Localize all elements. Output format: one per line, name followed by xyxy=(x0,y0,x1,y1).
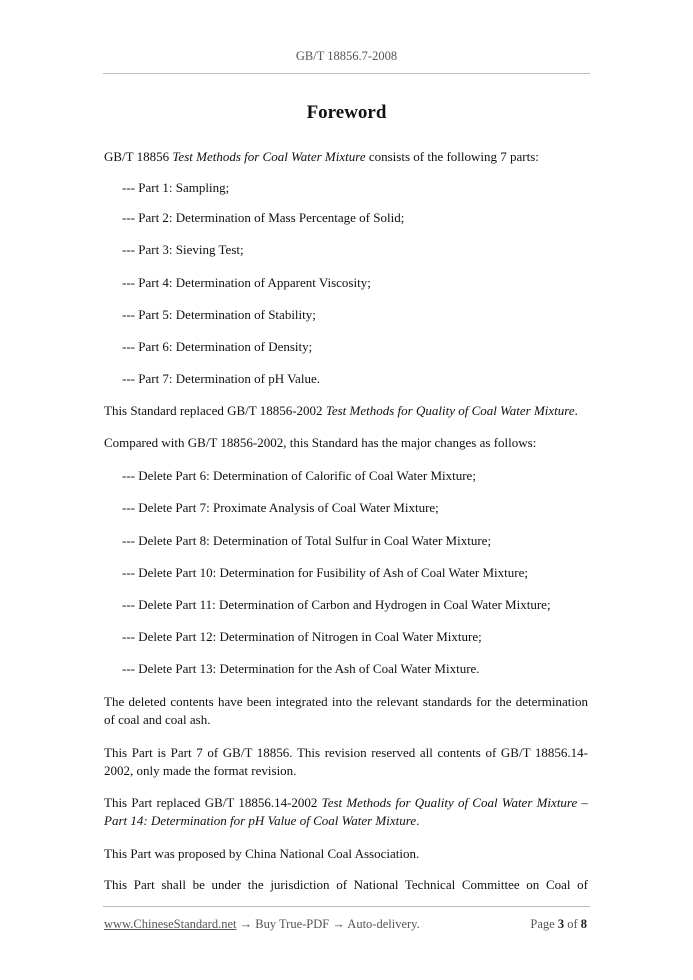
current-page: 3 xyxy=(557,917,565,931)
auto-text: Auto-delivery. xyxy=(344,917,420,931)
list-item: --- Delete Part 11: Determination of Carbon and Hydrogen in Coal Water Mixture; xyxy=(122,597,551,612)
total-pages: 8 xyxy=(580,917,587,931)
page-header: GB/T 18856.7-2008 xyxy=(295,49,398,63)
site-link[interactable]: www.ChineseStandard.net xyxy=(104,917,237,931)
list-item: --- Delete Part 10: Determination for Fusibility of Ash of Coal Water Mixture; xyxy=(122,565,528,580)
replaced-end: . xyxy=(574,403,578,418)
list-item: --- Part 6: Determination of Density; xyxy=(122,339,313,354)
replaced-title: Test Methods for Quality of Coal Water Mixture xyxy=(325,403,575,418)
part-replaced-paragraph xyxy=(104,794,588,830)
intro-text-end: consists of the following 7 parts: xyxy=(365,149,539,164)
list-item: --- Part 3: Sieving Test; xyxy=(122,242,244,257)
replaced-text: This Standard replaced GB/T 18856-2002 xyxy=(104,403,326,418)
part-replaced-text: This Part replaced GB/T 18856.14-2002 xyxy=(104,795,322,810)
list-item: --- Part 5: Determination of Stability; xyxy=(122,307,316,322)
list-item: --- Delete Part 8: Determination of Total Sulfur in Coal Water Mixture; xyxy=(122,533,492,548)
part-replaced-title: Test Methods for Quality of Coal Water Mixture – Part 14: Determination for pH Value of Coal Water Mixture xyxy=(104,795,588,828)
header-rule xyxy=(103,73,590,74)
part7-paragraph: This Part is Part 7 of GB/T 18856. This revision reserved all contents of GB/T 18856.14-2002, only made the format revision. xyxy=(104,745,588,778)
list-item: --- Part 1: Sampling; xyxy=(122,180,230,195)
jurisdiction-paragraph: This Part shall be under the jurisdiction of National Technical Committee on Coal of xyxy=(104,877,588,892)
list-item: --- Delete Part 12: Determination of Nitrogen in Coal Water Mixture; xyxy=(122,629,482,644)
compared-paragraph: Compared with GB/T 18856-2002, this Standard has the major changes as follows: xyxy=(104,435,537,450)
list-item: --- Part 4: Determination of Apparent Viscosity; xyxy=(122,275,371,290)
intro-text: GB/T 18856 xyxy=(104,149,173,164)
part-replaced-end: . xyxy=(416,813,420,828)
deleted-paragraph: The deleted contents have been integrated into the relevant standards for the determination of coal and coal ash. xyxy=(104,694,588,727)
footer-left xyxy=(104,915,420,933)
list-item: --- Delete Part 13: Determination for the Ash of Coal Water Mixture. xyxy=(122,661,480,676)
proposed-paragraph: This Part was proposed by China National Coal Association. xyxy=(104,846,420,861)
list-item: --- Part 7: Determination of pH Value. xyxy=(122,371,320,386)
list-item: --- Delete Part 6: Determination of Calorific of Coal Water Mixture; xyxy=(122,468,476,483)
arrow-icon: → xyxy=(332,917,345,931)
replaced-paragraph xyxy=(104,402,578,420)
list-item: --- Part 2: Determination of Mass Percentage of Solid; xyxy=(122,210,405,225)
footer-rule xyxy=(103,906,590,907)
intro-title: Test Methods for Coal Water Mixture xyxy=(172,149,366,164)
page-label: Page xyxy=(530,917,555,931)
list-item: --- Delete Part 7: Proximate Analysis of Coal Water Mixture; xyxy=(122,500,439,515)
buy-text: Buy True-PDF xyxy=(252,917,333,931)
of-label: of xyxy=(567,917,578,931)
arrow-icon: → xyxy=(239,917,253,931)
intro-paragraph xyxy=(104,148,539,166)
page-number xyxy=(530,915,587,933)
page-title: Foreword xyxy=(306,102,387,123)
